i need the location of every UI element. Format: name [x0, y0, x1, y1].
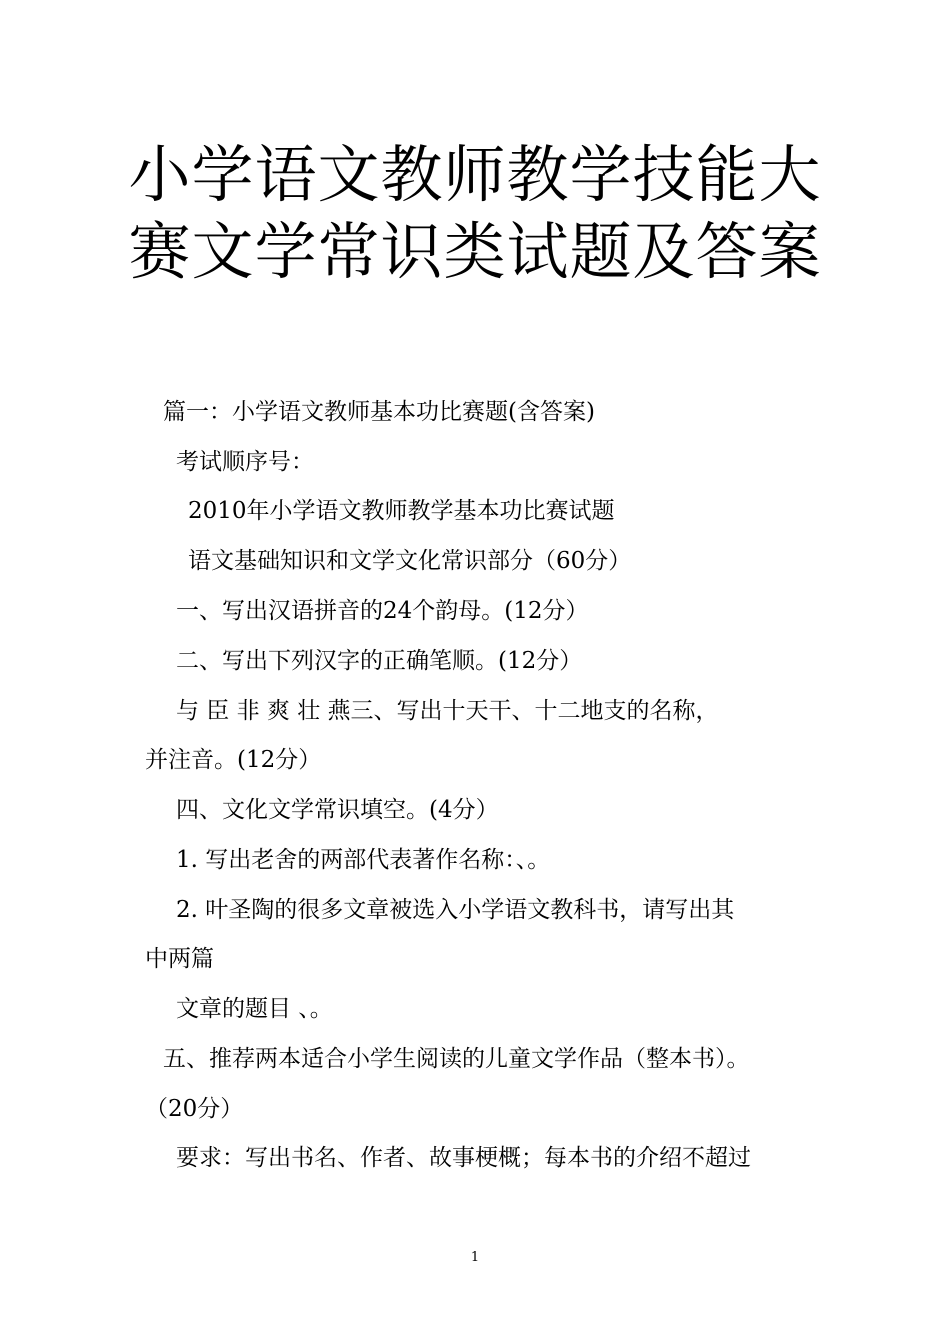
- question-four: 四、文化文学常识填空。(4分）: [176, 797, 499, 823]
- question-five-line-1: 五、推荐两本适合小学生阅读的儿童文学作品（整本书）。: [163, 1046, 750, 1072]
- question-two: 二、写出下列汉字的正确笔顺。(12分）: [176, 648, 583, 674]
- question-three-line-1: 与 臣 非 爽 壮 燕三、写出十天干、十二地支的名称，: [176, 698, 719, 724]
- exam-subtitle: 2010年小学语文教师教学基本功比赛试题: [188, 498, 615, 524]
- question-five-line-2: （20分）: [145, 1096, 244, 1122]
- page-number: 1: [470, 1250, 480, 1265]
- exam-section-title: 语文基础知识和文学文化常识部分（60分）: [188, 548, 632, 574]
- question-four-item-2-line-3: 文章的题目 、。: [176, 996, 333, 1022]
- document-title-line-2: 赛文学常识类试题及答案: [128, 215, 822, 288]
- question-four-item-1: 1. 写出老舍的两部代表著作名称：、。: [176, 847, 551, 873]
- exam-order-number-label: 考试顺序号：: [176, 449, 314, 475]
- question-five-requirements: 要求：写出书名、作者、故事梗概；每本书的介绍不超过: [176, 1145, 751, 1171]
- question-four-item-2-line-1: 2. 叶圣陶的很多文章被选入小学语文教科书，请写出其: [176, 897, 735, 923]
- document-title-line-1: 小学语文教师教学技能大: [128, 138, 822, 211]
- question-one: 一、写出汉语拼音的24个韵母。(12分）: [176, 598, 589, 624]
- section-heading-part-one: 篇一：小学语文教师基本功比赛题(含答案): [163, 399, 595, 425]
- question-three-line-2: 并注音。(12分）: [145, 747, 322, 773]
- question-four-item-2-line-2: 中两篇: [145, 946, 214, 972]
